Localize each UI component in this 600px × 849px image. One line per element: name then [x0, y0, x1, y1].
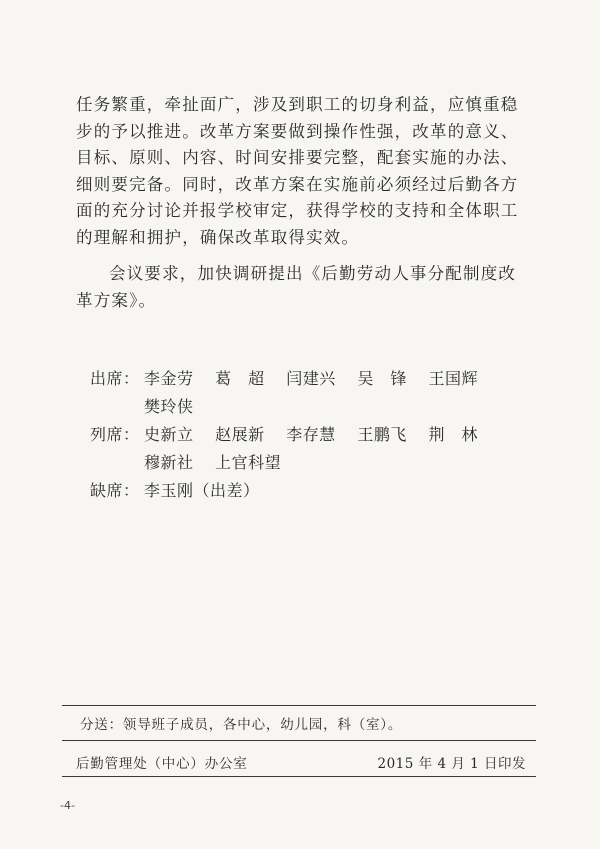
attendee-name: 李存慧	[286, 425, 336, 444]
footer-top-rule	[62, 705, 536, 706]
issue-date: 2015 年 4 月 1 日印发	[377, 756, 526, 772]
footer-bottom-rule	[62, 776, 536, 777]
issuing-office: 后勤管理处（中心）办公室	[76, 756, 248, 772]
present-label: 出席：	[90, 369, 140, 388]
attendee-name: 葛 超	[215, 369, 265, 388]
paragraph-2: 会议要求，加快调研提出《后勤劳动人事分配制度改革方案》。	[76, 264, 517, 310]
footer-middle-rule	[62, 740, 536, 741]
absent-names	[144, 477, 520, 505]
attending-row	[90, 421, 520, 477]
paragraph-1: 任务繁重，牵扯面广，涉及到职工的切身利益，应慎重稳步的予以推进。改革方案要做到操作性强，改革的意义、目标、原则、内容、时间安排要完整，配套实施的办法、细则要完备。同时，改革方案在实施前必须经过后勤各方面的充分讨论并报学校审定，获得学校的支持和全体职工的理解和拥护，确保改革取得实效。	[76, 95, 519, 247]
page-number: -4-	[60, 799, 75, 812]
attendee-name: 吴 锋	[357, 369, 407, 388]
attendee-name: 李玉刚（出差）	[144, 481, 260, 500]
attending-names	[144, 421, 520, 477]
absent-label: 缺席：	[90, 481, 140, 500]
attendee-name: 李金劳	[144, 369, 194, 388]
attendee-name: 王国辉	[428, 369, 478, 388]
distribution-line: 分送：领导班子成员，各中心，幼儿园，科（室）。	[80, 717, 403, 733]
attendance-list	[90, 365, 520, 505]
present-row	[90, 365, 520, 421]
attendee-name: 闫建兴	[286, 369, 336, 388]
attendee-name: 王鹏飞	[357, 425, 407, 444]
attendee-name: 樊玲侠	[144, 397, 194, 416]
attendee-name: 史新立	[144, 425, 194, 444]
attending-label: 列席：	[90, 425, 140, 444]
present-names	[144, 365, 520, 421]
attendee-name: 赵展新	[215, 425, 265, 444]
attendee-name: 荆 林	[428, 425, 478, 444]
attendee-name: 穆新社	[144, 453, 194, 472]
attendee-name: 上官科望	[215, 453, 282, 472]
body-text	[76, 92, 528, 314]
absent-row	[90, 477, 520, 505]
